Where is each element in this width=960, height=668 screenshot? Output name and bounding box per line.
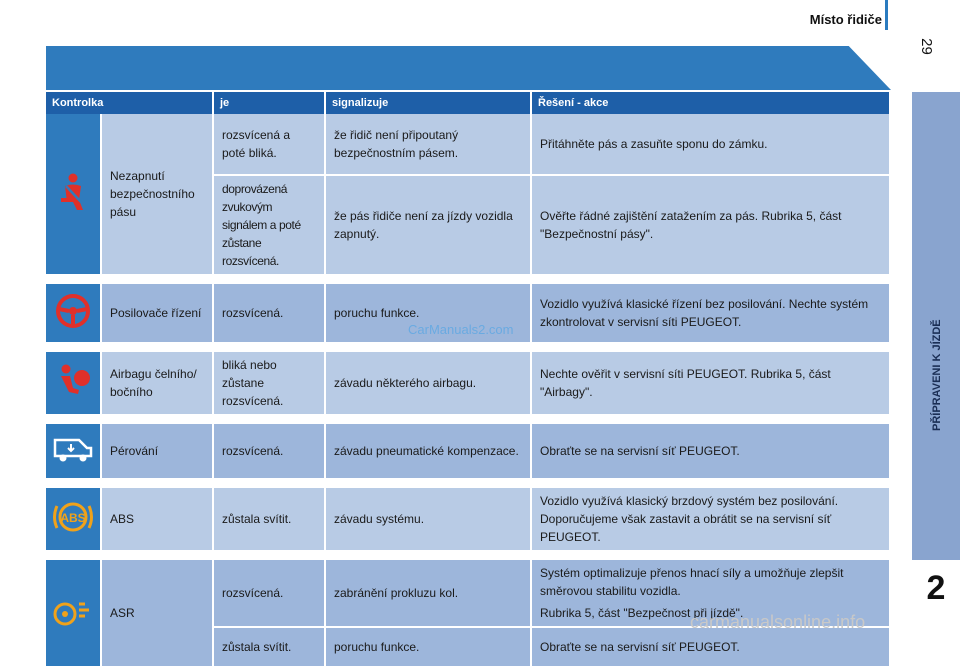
state-cell: rozsvícená. xyxy=(214,284,326,344)
state-cell: zůstala svítit. xyxy=(214,488,326,552)
page-number: 29 xyxy=(917,38,935,55)
state-cell: doprovázená zvukovým signálem a poté zůstane rozsvícená. xyxy=(214,176,326,276)
light-name-suspension: Pérování xyxy=(102,424,214,480)
state-cell: rozsvícená. xyxy=(214,560,326,628)
col-header-signalizuje: signalizuje xyxy=(326,92,532,114)
steering-wheel-icon xyxy=(54,292,92,330)
watermark: CarManuals2.com xyxy=(408,322,514,337)
signal-cell: závadu některého airbagu. xyxy=(326,352,532,416)
seatbelt-icon-cell xyxy=(46,114,102,276)
warning-lights-table xyxy=(46,92,891,668)
light-name-steering: Posilovače řízení xyxy=(102,284,214,344)
action-cell: Vozidlo využívá klasické řízení bez posilování. Nechte systém zkontrolovat v servisní síti PEUGEOT. xyxy=(532,284,891,344)
signal-cell: závadu pneumatické kompenzace. xyxy=(326,424,532,480)
side-tab-label: PŘÍPRAVENI K JÍZDĚ xyxy=(931,319,943,431)
table-row xyxy=(46,424,891,480)
signal-cell: závadu systému. xyxy=(326,488,532,552)
footer-watermark: carmanualsonline.info xyxy=(690,612,866,632)
action-cell: Obraťte se na servisní síť PEUGEOT. xyxy=(532,424,891,480)
svg-text:ABS: ABS xyxy=(60,510,86,525)
state-cell: rozsvícená. xyxy=(214,424,326,480)
asr-icon xyxy=(51,594,95,628)
table-row xyxy=(46,488,891,552)
action-cell: Přitáhněte pás a zasuňte sponu do zámku. xyxy=(532,114,891,176)
table-header-row xyxy=(46,92,891,114)
asr-icon-cell xyxy=(46,560,102,668)
light-name-airbag: Airbagu čelního/ bočního xyxy=(102,352,214,416)
signal-cell: že pás řidiče není za jízdy vozidla zapnutý. xyxy=(326,176,532,276)
signal-cell: poruchu funkce. xyxy=(326,284,532,344)
col-header-reseni: Řešení - akce xyxy=(532,92,891,114)
header-rule xyxy=(885,0,888,30)
airbag-icon-cell xyxy=(46,352,102,416)
light-name-abs: ABS xyxy=(102,488,214,552)
page-title: Místo řidiče xyxy=(809,12,882,27)
action-cell: Nechte ověřit v servisní síti PEUGEOT. Rubrika 5, část "Airbagy". xyxy=(532,352,891,416)
chapter-number: 2 xyxy=(912,560,960,616)
seatbelt-icon xyxy=(55,172,91,212)
action-cell: Vozidlo využívá klasický brzdový systém bez posilování. Doporučujeme však zastavit a obrátit se na servisní síť PEUGEOT. xyxy=(532,488,891,552)
state-cell: rozsvícená a poté bliká. xyxy=(214,114,326,176)
suspension-icon-cell xyxy=(46,424,102,480)
section-banner xyxy=(46,46,891,90)
table-row xyxy=(46,114,891,176)
signal-cell: zabránění prokluzu kol. xyxy=(326,560,532,628)
abs-icon-cell xyxy=(46,488,102,552)
action-text-reference: Rubrika 5, část "Bezpečnost při jízdě". xyxy=(540,606,744,620)
table-row xyxy=(46,352,891,416)
signal-cell: poruchu funkce. xyxy=(326,628,532,668)
light-name-seatbelt: Nezapnutí bezpečnostního pásu xyxy=(102,114,214,276)
abs-icon xyxy=(52,498,94,536)
steering-icon-cell xyxy=(46,284,102,344)
state-cell: bliká nebo zůstane rozsvícená. xyxy=(214,352,326,416)
col-header-je: je xyxy=(214,92,326,114)
action-text: Systém optimalizuje přenos hnací síly a umožňuje zlepšit směrovou stabilitu vozidla. xyxy=(540,566,844,598)
airbag-icon xyxy=(53,362,93,400)
col-header-kontrolka: Kontrolka xyxy=(46,92,214,114)
signal-cell: že řidič není připoutaný bezpečnostním pásem. xyxy=(326,114,532,176)
state-cell: zůstala svítit. xyxy=(214,628,326,668)
action-cell: Ověřte řádné zajištění zatažením za pás. Rubrika 5, část "Bezpečnostní pásy". xyxy=(532,176,891,276)
suspension-icon xyxy=(51,434,95,464)
light-name-asr: ASR xyxy=(102,560,214,668)
action-cell: Obraťte se na servisní síť PEUGEOT. xyxy=(532,628,891,668)
